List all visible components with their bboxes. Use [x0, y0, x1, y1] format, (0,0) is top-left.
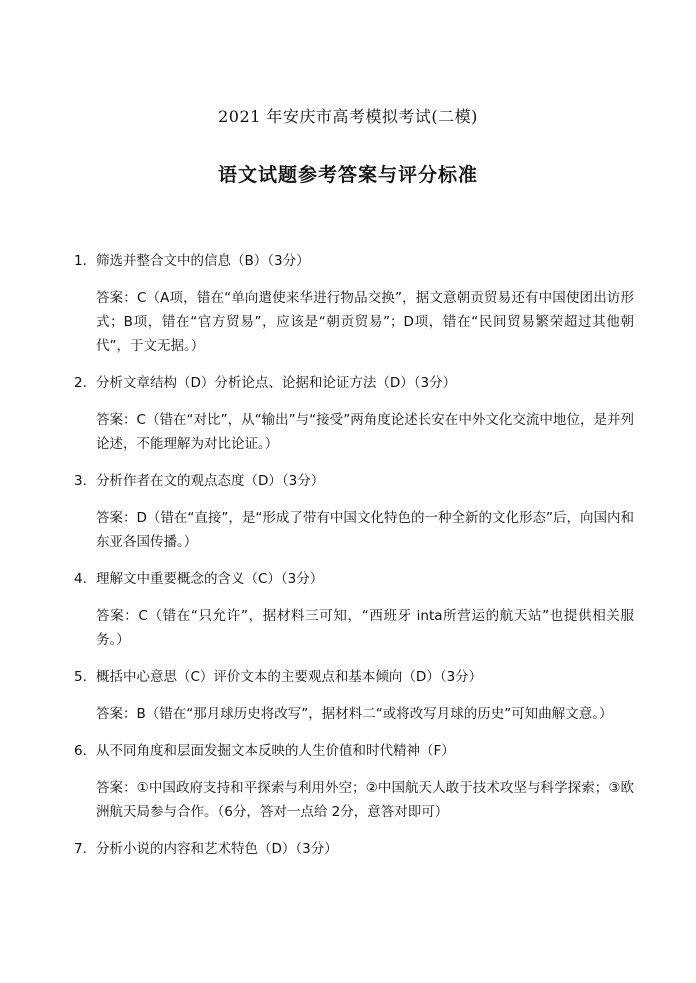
- question-text: 筛选并整合文中的信息（B）（3分）: [96, 253, 310, 269]
- question-heading: [74, 470, 634, 492]
- answer-text: 答案：C（A项，错在“单向遣使来华进行物品交换”，据文意朝贡贸易还有中国使团出访形式；B项，错在“官方贸易”，应该是“朝贡贸易”；D项，错在“民间贸易繁荣超过其他朝代”，于文无据。）: [96, 290, 634, 354]
- question-number: 6.: [74, 743, 87, 759]
- question-heading: [74, 250, 634, 272]
- answer-item-3: [74, 470, 634, 554]
- question-number: 7.: [74, 841, 87, 857]
- answer-list: [74, 250, 634, 874]
- question-heading: [74, 372, 634, 394]
- answer-item-6: [74, 740, 634, 824]
- question-heading: [74, 666, 634, 688]
- document-title: 2021 年安庆市高考模拟考试(二模): [218, 107, 478, 126]
- question-number: 2.: [74, 375, 87, 391]
- question-text: 分析作者在文的观点态度（D）（3分）: [96, 473, 325, 489]
- question-number: 4.: [74, 571, 87, 587]
- answer-text: 答案：①中国政府支持和平探索与利用外空；②中国航天人敢于技术攻坚与科学探索；③欧洲航天局参与合作。（6分，答对一点给 2分，意答对即可）: [96, 780, 634, 820]
- answer-item-7: [74, 838, 634, 860]
- question-text: 理解文中重要概念的含义（C）（3分）: [96, 571, 324, 587]
- question-heading: [74, 568, 634, 590]
- question-heading: [74, 740, 634, 762]
- question-text: 分析小说的内容和艺术特色（D）（3分）: [96, 841, 338, 857]
- answer-item-5: [74, 666, 634, 726]
- answer-text: 答案：D（错在“直接”，是“形成了带有中国文化特色的一种全新的文化形态”后，向国内和东亚各国传播。）: [96, 510, 634, 550]
- document-subtitle: 语文试题参考答案与评分标准: [217, 164, 478, 186]
- answer-item-4: [74, 568, 634, 652]
- question-heading: [74, 838, 634, 860]
- question-text: 概括中心意思（C）评价文本的主要观点和基本倾向（D）（3分）: [96, 669, 483, 685]
- question-text: 从不同角度和层面发掘文本反映的人生价值和时代精神（F）: [96, 743, 455, 759]
- question-number: 5.: [74, 669, 87, 685]
- answer-text: 答案：B（错在“那月球历史将改写”，据材料二“或将改写月球的历史”可知曲解文意。）: [96, 706, 613, 722]
- question-number: 3.: [74, 473, 87, 489]
- question-number: 1.: [74, 253, 87, 269]
- answer-text: 答案：C（错在“只允许”，据材料三可知，“西班牙 inta所营运的航天站”也提供相关服务。）: [96, 608, 634, 648]
- question-text: 分析文章结构（D）分析论点、论据和论证方法（D）（3分）: [96, 375, 457, 391]
- answer-item-1: [74, 250, 634, 358]
- answer-item-2: [74, 372, 634, 456]
- answer-text: 答案：C（错在“对比”，从“输出”与“接受”两角度论述长安在中外文化交流中地位，是并列论述，不能理解为对比论证。）: [96, 412, 634, 452]
